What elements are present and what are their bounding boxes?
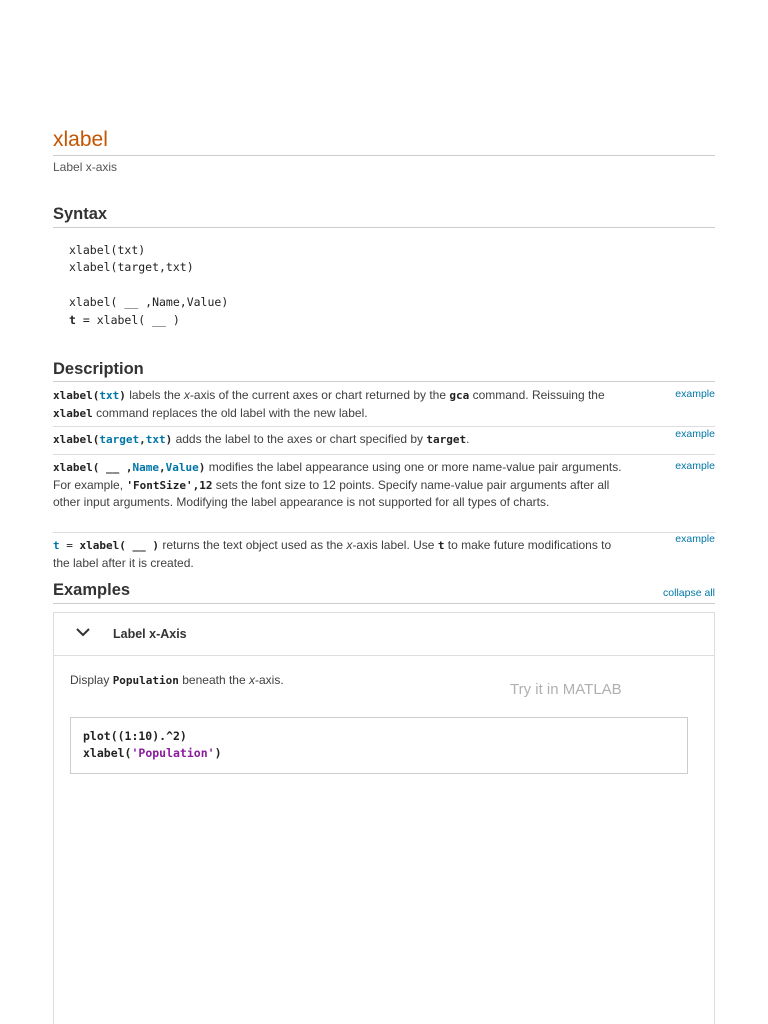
row-divider: [53, 532, 715, 533]
example-link-1[interactable]: example: [675, 388, 715, 400]
row-divider: [53, 454, 715, 455]
code-line-1: plot((1:10).^2): [83, 729, 187, 743]
page-purpose: Label x-axis: [53, 160, 118, 174]
description-row-1: xlabel(txt) labels the x-axis of the current axes or chart returned by the gca command. Reissuing the xlabel command replaces the old label with the new label.: [53, 388, 605, 420]
example-intro: Display Population beneath the x-axis.: [70, 673, 284, 687]
syntax-line-3: xlabel( __ ,Name,Value): [69, 295, 229, 309]
description-row-4: t = xlabel( __ ) returns the text object used as the x-axis label. Use t to make future modifications to the label after it is created.: [53, 538, 612, 570]
description-row-3: xlabel( __ ,Name,Value) modifies the label appearance using one or more name-value pair arguments. For example, 'FontSize',12 sets the font size to 12 points. Specify name-value pair arguments after all other input arguments. Modifying the label appearance is not supported for all types of charts.: [53, 460, 622, 509]
description-heading: Description: [53, 360, 144, 378]
example-link-2[interactable]: example: [675, 428, 715, 440]
chevron-down-icon[interactable]: [76, 627, 90, 637]
code-block: [70, 717, 688, 774]
try-it-in-matlab-button[interactable]: Try it in MATLAB: [510, 681, 622, 698]
examples-heading: Examples: [53, 581, 131, 599]
syntax-divider: [53, 227, 715, 228]
description-row-2: xlabel(target,txt) adds the label to the axes or chart specified by target.: [53, 432, 470, 446]
syntax-line-1: xlabel(txt): [69, 243, 146, 257]
title-divider: [53, 155, 715, 156]
example-link-4[interactable]: example: [675, 533, 715, 545]
syntax-line-2: xlabel(target,txt): [69, 260, 194, 274]
code-line-2: xlabel('Population'): [83, 746, 222, 760]
row-divider: [53, 426, 715, 427]
example-link-3[interactable]: example: [675, 460, 715, 472]
description-divider: [53, 381, 715, 382]
example-header[interactable]: [54, 613, 714, 656]
collapse-all-link[interactable]: collapse all: [663, 587, 715, 599]
example-title[interactable]: Label x-Axis: [113, 627, 187, 641]
syntax-heading: Syntax: [53, 205, 108, 223]
examples-divider: [53, 603, 715, 604]
page-title: xlabel: [53, 128, 108, 151]
example-panel: [53, 612, 715, 1024]
syntax-line-4: t = xlabel( __ ): [69, 313, 180, 327]
